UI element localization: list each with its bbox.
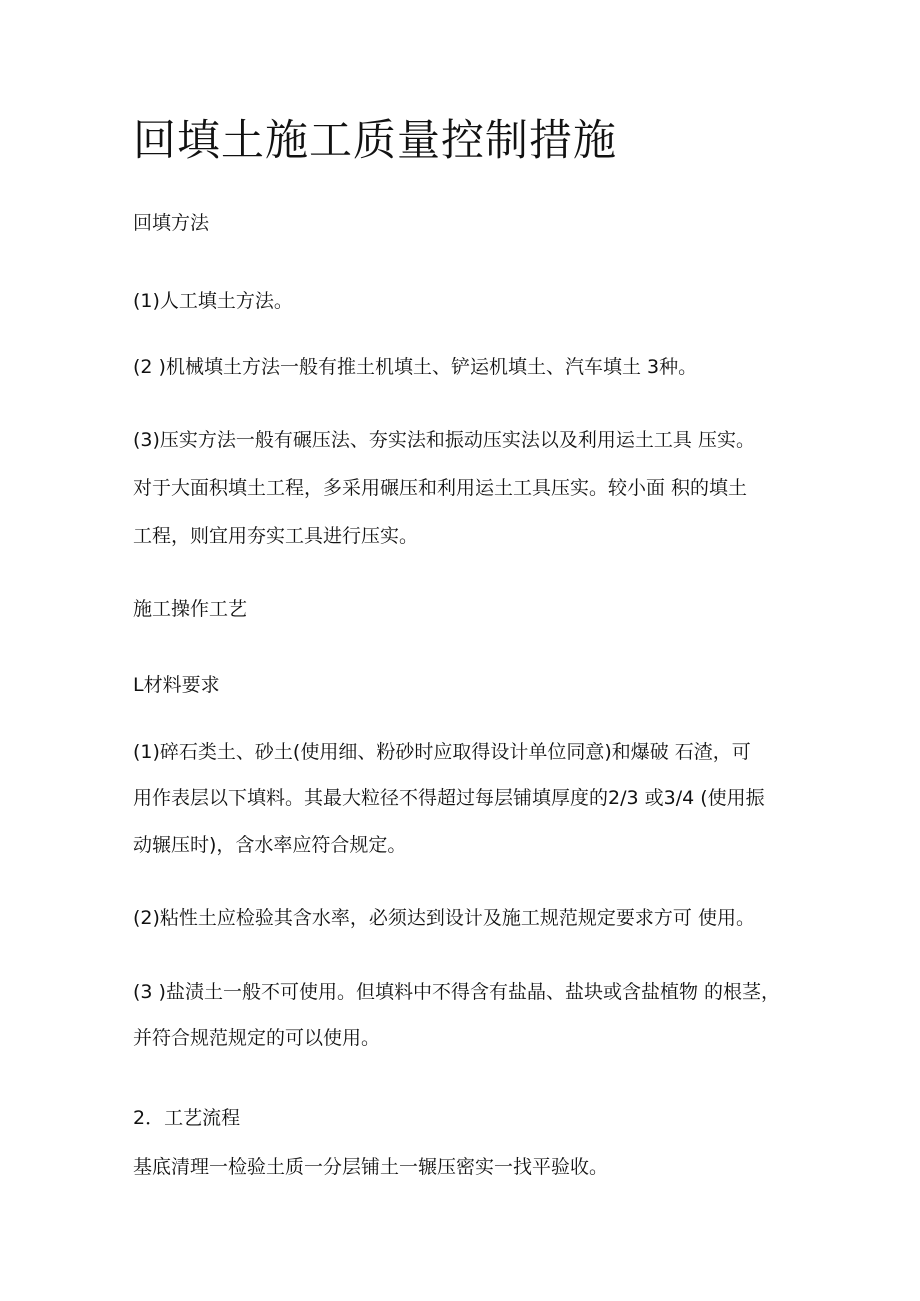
subsection-heading-materials: L材料要求 bbox=[133, 674, 220, 696]
paragraph-method-1: (1)人工填土方法。 bbox=[133, 290, 293, 312]
paragraph-material-2: (2)粘性土应检验其含水率，必须达到设计及施工规范规定要求方可 使用。 bbox=[133, 907, 755, 929]
paragraph-material-1-line-2: 用作表层以下填料。其最大粒径不得超过每层铺填厚度的2/3 或3/4 (使用振 bbox=[133, 787, 765, 809]
paragraph-method-3-line-2: 对于大面积填土工程，多采用碾压和利用运土工具压实。较小面 积的填土 bbox=[133, 477, 748, 499]
paragraph-material-1-line-1: (1)碎石类土、砂土(使用细、粉砂时应取得设计单位同意)和爆破 石渣，可 bbox=[133, 741, 751, 763]
subsection-heading-flow: 2．工艺流程 bbox=[133, 1107, 241, 1129]
section-heading-process: 施工操作工艺 bbox=[133, 598, 248, 620]
paragraph-method-3-line-1: (3)压实方法一般有碾压法、夯实法和振动压实法以及利用运土工具 压实。 bbox=[133, 429, 755, 451]
paragraph-method-2: (2 )机械填土方法一般有推土机填土、铲运机填土、汽车填土 3种。 bbox=[133, 356, 698, 378]
paragraph-flow-steps: 基底清理一检验土质一分层铺土一辗压密实一找平验收。 bbox=[133, 1156, 609, 1178]
paragraph-material-3-line-1: (3 )盐渍土一般不可使用。但填料中不得含有盐晶、盐块或含盐植物 的根茎， bbox=[133, 981, 780, 1003]
section-heading-backfill-method: 回填方法 bbox=[133, 212, 210, 234]
paragraph-material-3-line-2: 并符合规范规定的可以使用。 bbox=[133, 1027, 381, 1049]
paragraph-material-1-line-3: 动辗压时)，含水率应符合规定。 bbox=[133, 834, 407, 856]
paragraph-method-3-line-3: 工程，则宜用夯实工具进行压实。 bbox=[133, 525, 419, 547]
document-title: 回填土施工质量控制措施 bbox=[133, 116, 617, 166]
